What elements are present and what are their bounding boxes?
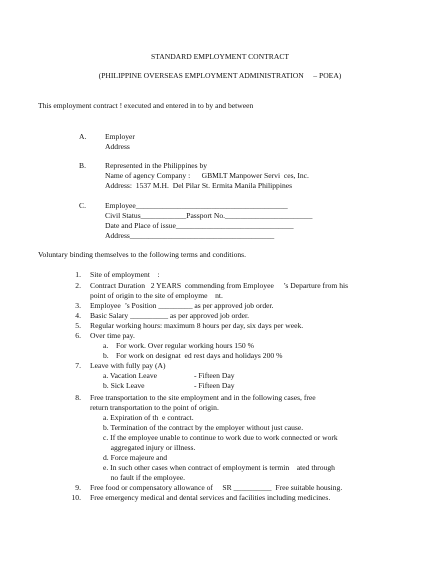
party-a-address: Address — [105, 142, 130, 151]
clause-number: 10. — [71, 493, 81, 502]
clause-text: Employee ’s Position _________ as per approved job order. — [90, 301, 274, 310]
party-b-agency: Name of agency Company : GBMLT Manpower Servi ces, Inc. — [105, 171, 309, 180]
sick-leave-label: b. Sick Leave — [103, 381, 145, 390]
vacation-leave-value: - Fifteen Day — [194, 371, 235, 380]
party-b-letter: B. — [79, 161, 86, 170]
overtime-regular-hours: For work. Over regular working hours 150 % — [116, 341, 254, 350]
terms-intro: Voluntary binding themselves to the following terms and conditions. — [38, 250, 247, 259]
overtime-rest-days: For work on designat ed rest days and holidays 200 % — [116, 351, 283, 360]
clause-text: Basic Salary __________ as per approved job order. — [90, 311, 250, 320]
transport-case-e: e. In such other cases when contract of employment is termin ated through no fault if the employee. — [103, 463, 335, 482]
clause-number: 1. — [75, 270, 81, 279]
transport-case-c: c. If the employee unable to continue to work due to work connected or work aggregated injury or illness. — [103, 433, 338, 452]
sick-leave-value: - Fifteen Day — [194, 381, 235, 390]
overtime-bullet-a: a. — [103, 341, 109, 350]
clause-number: 6. — [75, 331, 81, 340]
clause-number: 3. — [75, 301, 81, 310]
party-c-civil-status: Civil Status____________Passport No._______________________ — [105, 211, 313, 220]
transport-case-b: b. Termination of the contract by the employer without just cause. — [103, 423, 304, 432]
vacation-leave-label: a. Vacation Leave — [103, 371, 158, 380]
party-b-address: Address: 1537 M.H. Del Pilar St. Ermita Manila Philippines — [105, 181, 293, 190]
clause-text: Free food or compensatory allowance of SR __________ Free suitable housing. — [90, 483, 343, 492]
clause-number: 7. — [75, 361, 81, 370]
party-c-date-place: Date and Place of issue_______________________________ — [105, 221, 294, 230]
party-b-represented: Represented in the Philippines by — [105, 161, 208, 170]
document-subtitle: (PHILIPPINE OVERSEAS EMPLOYMENT ADMINISTRATION – POEA) — [98, 71, 342, 80]
intro-paragraph: This employment contract ! executed and entered in to by and between — [38, 101, 254, 110]
clause-text: Over time pay. — [90, 331, 135, 340]
clause-number: 8. — [75, 393, 81, 402]
party-a-letter: A. — [79, 132, 87, 141]
document-title: STANDARD EMPLOYMENT CONTRACT — [150, 52, 290, 61]
party-c-letter: C. — [79, 201, 86, 210]
party-c-employee: Employee________________________________________ — [105, 201, 288, 210]
clause-text: Leave with fully pay (A) — [90, 361, 166, 370]
clause-text: Regular working hours: maximum 8 hours per day, six days per week. — [90, 321, 304, 330]
transport-case-d: d. Force majeure and — [103, 453, 168, 462]
clause-number: 9. — [75, 483, 81, 492]
clause-text: Contract Duration 2 YEARS commending from Employee ’s Departure from his point of origin to the site of employme nt. — [90, 281, 349, 300]
overtime-bullet-b: b. — [103, 351, 109, 360]
party-a-employer: Employer — [105, 132, 135, 141]
transport-case-a: a. Expiration of th e contract. — [103, 413, 194, 422]
clause-number: 4. — [75, 311, 81, 320]
clause-text: Free emergency medical and dental services and facilities including medicines. — [90, 493, 331, 502]
clause-text: Site of employment : — [90, 270, 160, 279]
party-c-address: Address______________________________________ — [105, 231, 275, 240]
clause-text: Free transportation to the site employment and in the following cases, free return transportation to the point of origin. — [90, 393, 316, 412]
clause-number: 2. — [75, 281, 81, 290]
clause-number: 5. — [75, 321, 81, 330]
